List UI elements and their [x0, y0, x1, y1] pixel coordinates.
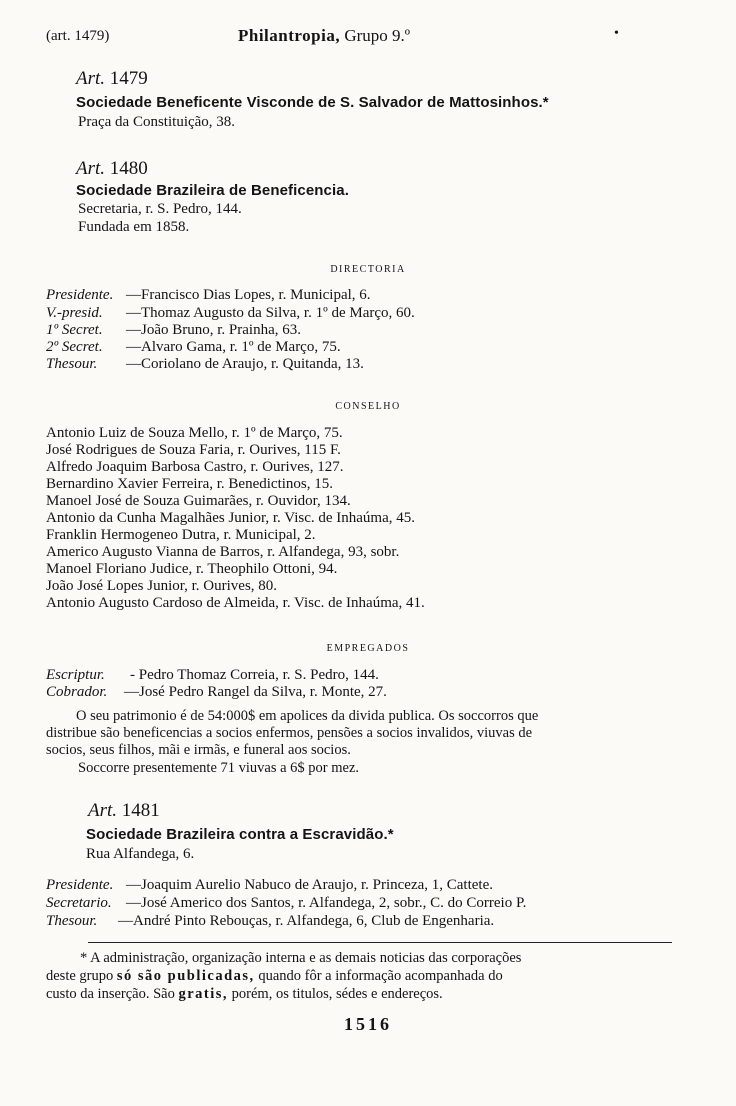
- conselho-row: Americo Augusto Vianna de Barros, r. Alfandega, 93, sobr.: [46, 544, 400, 560]
- article-number: 1480: [109, 158, 148, 179]
- directoria-row: [46, 305, 415, 322]
- conselho-row: Franklin Hermogeneo Dutra, r. Municipal, 2.: [46, 527, 316, 543]
- conselho-row: Manoel José de Souza Guimarães, r. Ouvidor, 134.: [46, 493, 351, 509]
- article-1479-title: Sociedade Beneficente Visconde de S. Salvador de Mattosinhos.*: [76, 94, 549, 111]
- article-1480-heading: [76, 158, 148, 180]
- footnote-emphasis: só são publicadas,: [116, 968, 255, 984]
- running-head-title: Philantropia,: [238, 26, 341, 45]
- running-head-mark: •: [614, 26, 619, 41]
- section-heading-directoria: DIRECTORIA: [330, 264, 406, 275]
- article-1481-heading: [88, 800, 160, 822]
- article-1481-row: [46, 913, 494, 930]
- article-label: Art.: [88, 800, 118, 821]
- member-text: —Joaquim Aurelio Nabuco de Araujo, r. Princeza, 1, Cattete.: [126, 877, 493, 893]
- footnote-text: custo da inserção. São: [46, 986, 175, 1002]
- role-label: Escriptur.: [46, 667, 105, 683]
- section-heading-empregados: EMPREGADOS: [326, 643, 410, 654]
- empregados-row: [46, 684, 387, 701]
- section-heading-conselho: CONSELHO: [335, 401, 401, 412]
- directoria-row: [46, 356, 364, 373]
- role-label: 2º Secret.: [46, 339, 103, 355]
- role-label: Thesour.: [46, 913, 98, 929]
- footnote-line-2: [46, 968, 503, 985]
- role-label: Presidente.: [46, 287, 114, 303]
- directoria-row: [46, 322, 301, 339]
- conselho-row: Bernardino Xavier Ferreira, r. Benedictinos, 15.: [46, 476, 333, 492]
- role-label: V.-presid.: [46, 305, 103, 321]
- article-1481-row: [46, 877, 493, 894]
- member-text: —Thomaz Augusto da Silva, r. 1º de Março, 60.: [126, 305, 415, 321]
- employee-text: —José Pedro Rangel da Silva, r. Monte, 27.: [124, 684, 387, 700]
- footnote-rule: [88, 942, 672, 943]
- directoria-row: [46, 287, 371, 304]
- conselho-row: Antonio Luiz de Souza Mello, r. 1º de Março, 75.: [46, 425, 343, 441]
- empregados-row: [46, 667, 379, 684]
- footnote-text: quando fôr a informação acompanhada do: [258, 968, 503, 984]
- patrimonio-line-4: Soccorre presentemente 71 viuvas a 6$ por mez.: [78, 760, 360, 776]
- conselho-row: Alfredo Joaquim Barbosa Castro, r. Ourives, 127.: [46, 459, 344, 475]
- patrimonio-line-3: socios, seus filhos, mãi e irmãs, e funeral aos socios.: [46, 742, 351, 758]
- role-label: 1º Secret.: [46, 322, 103, 338]
- role-label: Thesour.: [46, 356, 98, 372]
- article-number: 1479: [109, 68, 148, 89]
- article-1479-address: Praça da Constituição, 38.: [78, 114, 236, 130]
- article-1479-heading: [76, 68, 148, 90]
- conselho-row: João José Lopes Junior, r. Ourives, 80.: [46, 578, 278, 594]
- footnote-emphasis: gratis,: [178, 986, 229, 1002]
- footnote-line-3: [46, 986, 443, 1003]
- footnote-text: deste grupo: [46, 968, 114, 984]
- article-1481-row: [46, 895, 526, 912]
- role-label: Cobrador.: [46, 684, 108, 700]
- article-label: Art.: [76, 68, 106, 89]
- member-text: —Francisco Dias Lopes, r. Municipal, 6.: [126, 287, 371, 303]
- article-1480-title: Sociedade Brazileira de Beneficencia.: [76, 182, 349, 199]
- directoria-row: [46, 339, 341, 356]
- footnote-text: porém, os titulos, sédes e endereços.: [231, 986, 443, 1002]
- patrimonio-line-2: distribue são beneficencias a socios enfermos, pensões a socios invalidos, viuvas de: [46, 725, 533, 741]
- employee-text: - Pedro Thomaz Correia, r. S. Pedro, 144.: [130, 667, 379, 683]
- article-1481-address: Rua Alfandega, 6.: [86, 846, 195, 862]
- article-number: 1481: [121, 800, 160, 821]
- running-head-group: Grupo 9.º: [344, 26, 411, 45]
- member-text: —João Bruno, r. Prainha, 63.: [126, 322, 301, 338]
- member-text: —José Americo dos Santos, r. Alfandega, 2, sobr., C. do Correio P.: [126, 895, 527, 911]
- running-head-left: (art. 1479): [46, 28, 110, 44]
- role-label: Secretario.: [46, 895, 112, 911]
- footnote-line-1: * A administração, organização interna e as demais noticias das corporações: [80, 950, 522, 966]
- conselho-row: Manoel Floriano Judice, r. Theophilo Ottoni, 94.: [46, 561, 338, 577]
- member-text: —André Pinto Rebouças, r. Alfandega, 6, Club de Engenharia.: [118, 913, 495, 929]
- conselho-row: Antonio da Cunha Magalhães Junior, r. Visc. de Inhaúma, 45.: [46, 510, 415, 526]
- page-number: 1516: [344, 1014, 392, 1034]
- article-1480-address-1: Secretaria, r. S. Pedro, 144.: [78, 201, 242, 217]
- article-1481-title: Sociedade Brazileira contra a Escravidão.*: [86, 826, 394, 843]
- conselho-row: Antonio Augusto Cardoso de Almeida, r. Visc. de Inhaúma, 41.: [46, 595, 425, 611]
- running-head-center: [238, 26, 410, 46]
- patrimonio-line-1: O seu patrimonio é de 54:000$ em apolices da divida publica. Os soccorros que: [76, 708, 539, 724]
- member-text: —Coriolano de Araujo, r. Quitanda, 13.: [126, 356, 364, 372]
- conselho-row: José Rodrigues de Souza Faria, r. Ourives, 115 F.: [46, 442, 341, 458]
- role-label: Presidente.: [46, 877, 114, 893]
- member-text: —Alvaro Gama, r. 1º de Março, 75.: [126, 339, 341, 355]
- article-1480-address-2: Fundada em 1858.: [78, 219, 190, 235]
- article-label: Art.: [76, 158, 106, 179]
